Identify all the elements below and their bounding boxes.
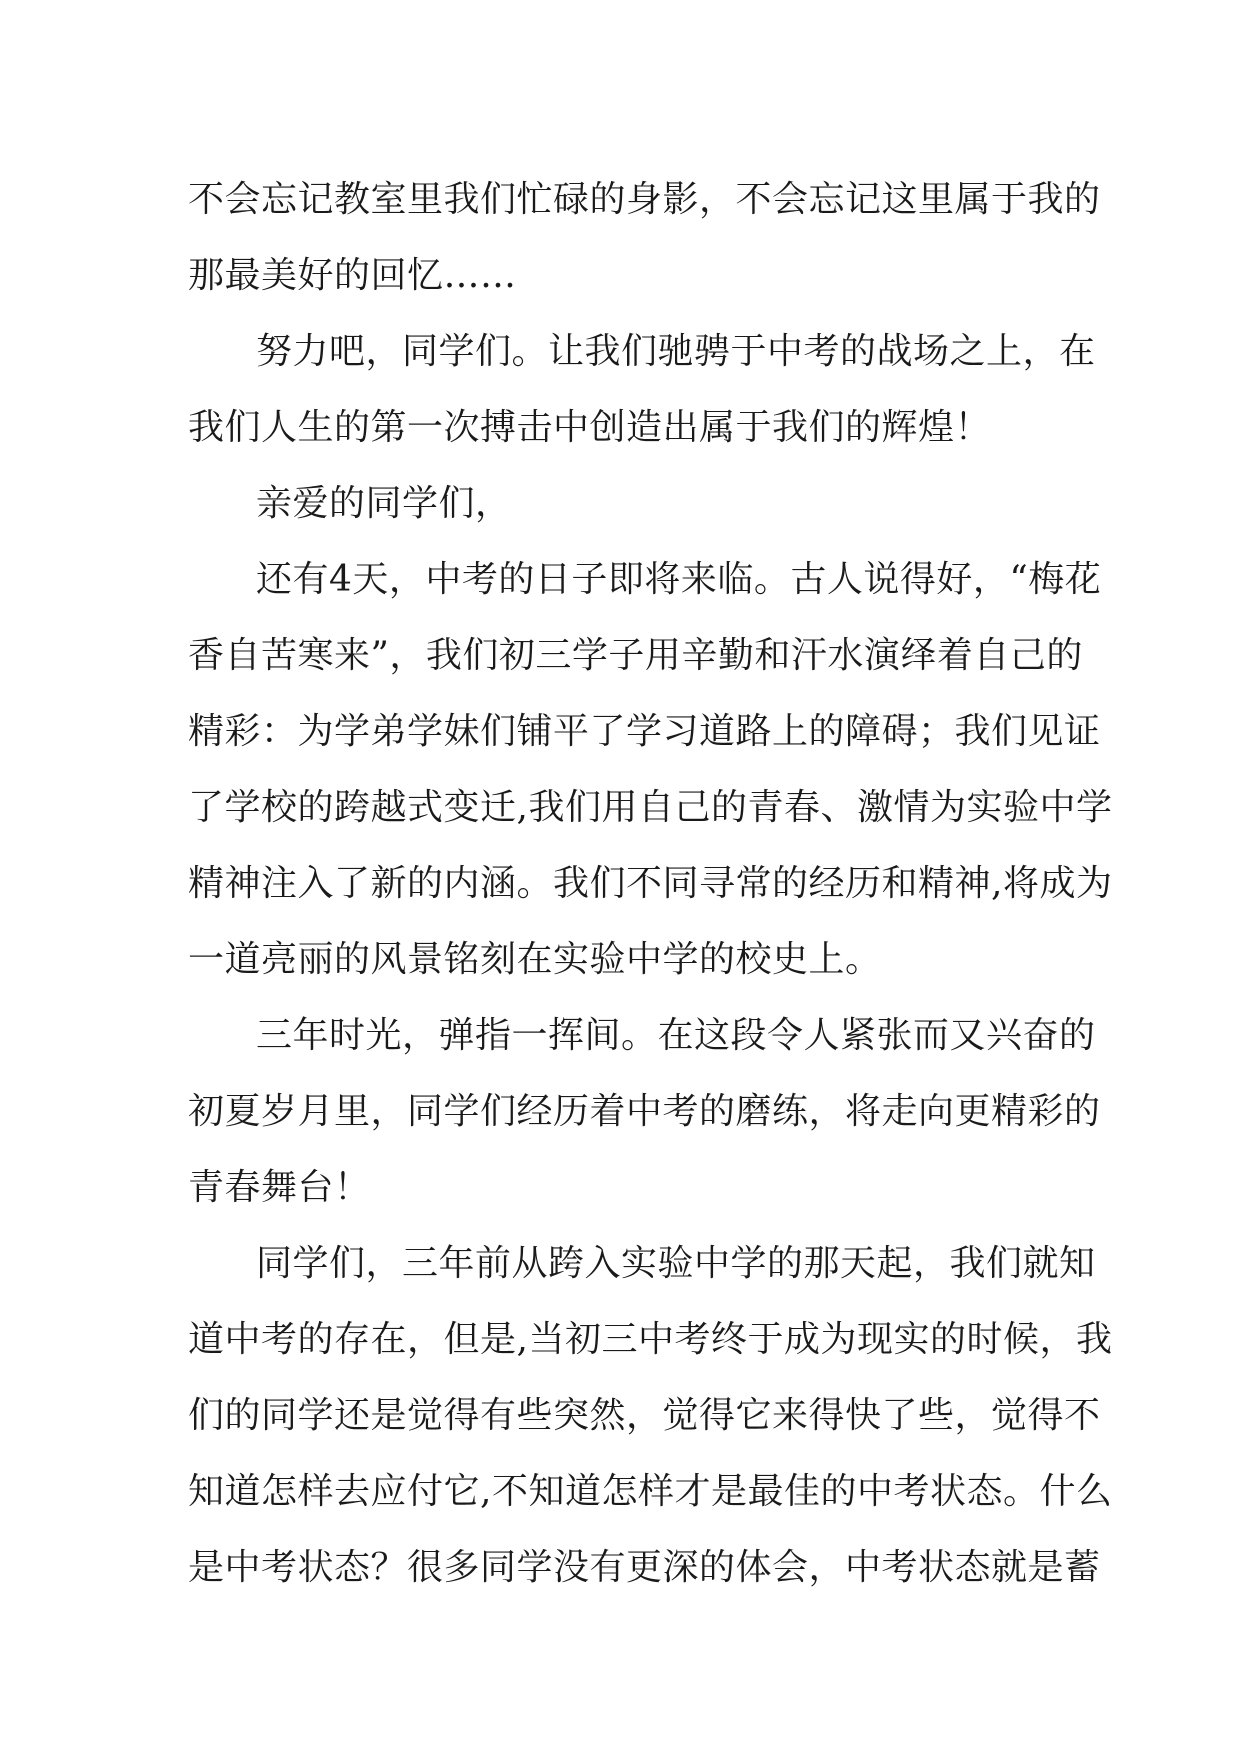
text-line: 精彩：为学弟学妹们铺平了学习道路上的障碍；我们见证	[188, 711, 1101, 752]
text-line: 们的同学还是觉得有些突然，觉得它来得快了些，觉得不	[188, 1395, 1101, 1436]
text-line: 知道怎样去应付它,不知道怎样才是最佳的中考状态。什么	[188, 1471, 1113, 1512]
text-line: 精神注入了新的内涵。我们不同寻常的经历和精神,将成为	[188, 863, 1113, 904]
text-line: 是中考状态？很多同学没有更深的体会，中考状态就是蓄	[188, 1547, 1101, 1588]
text-line: 我们人生的第一次搏击中创造出属于我们的辉煌！	[188, 407, 992, 448]
text-line: 三年时光，弹指一挥间。在这段令人紧张而又兴奋的	[256, 1015, 1096, 1056]
body-text	[188, 162, 1113, 1606]
text-line: 同学们，三年前从跨入实验中学的那天起，我们就知	[256, 1243, 1096, 1284]
text-line: 亲爱的同学们，	[256, 483, 512, 524]
text-line: 初夏岁月里，同学们经历着中考的磨练，将走向更精彩的	[188, 1091, 1101, 1132]
text-line: 道中考的存在，但是,当初三中考终于成为现实的时候，我	[188, 1319, 1113, 1360]
text-line: 那最美好的回忆……	[188, 255, 517, 296]
text-line: 还有4天，中考的日子即将来临。古人说得好，“梅花	[256, 559, 1102, 600]
text-line: 香自苦寒来”，我们初三学子用辛勤和汗水演绎着自己的	[188, 635, 1083, 676]
text-line: 青春舞台！	[188, 1167, 371, 1208]
text-line: 努力吧，同学们。让我们驰骋于中考的战场之上，在	[256, 331, 1096, 372]
text-line: 了学校的跨越式变迁,我们用自己的青春、激情为实验中学	[188, 787, 1113, 828]
text-line: 不会忘记教室里我们忙碌的身影，不会忘记这里属于我的	[188, 179, 1101, 220]
text-line: 一道亮丽的风景铭刻在实验中学的校史上。	[188, 939, 882, 980]
